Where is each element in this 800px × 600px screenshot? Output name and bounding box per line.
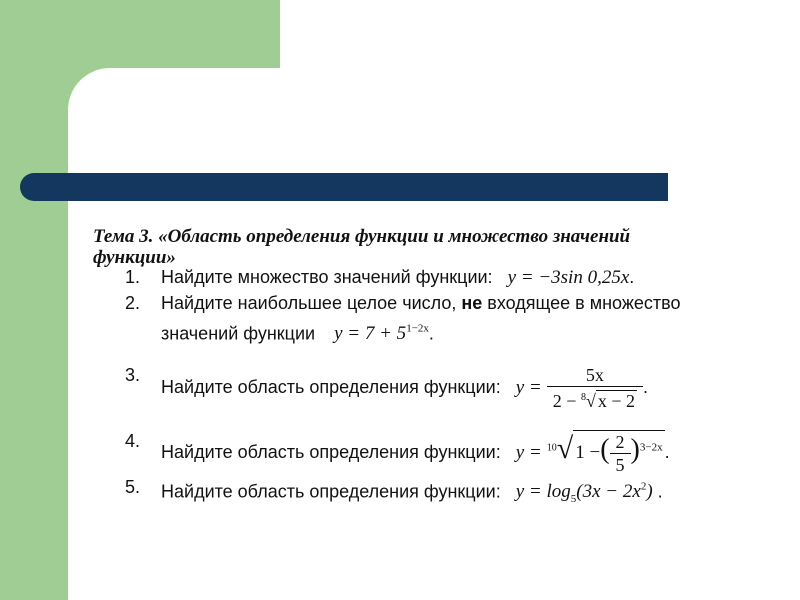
root-expression: $^{10}$√ 1 −( $\frac{2}{5}$ )$^{3-2x}$	[546, 431, 663, 475]
emphasis-word: не	[461, 293, 483, 313]
formula-lhs: y =	[515, 376, 542, 398]
formula: y = −3sin 0,25x	[507, 267, 630, 288]
task-number: 1.	[125, 267, 141, 287]
task-number: 2.	[125, 293, 141, 313]
fraction-denominator: 2 − $^8$√ x − 2	[552, 391, 635, 411]
task-text: Найдите область определения функции:	[161, 376, 501, 397]
task-number: 3.	[125, 365, 141, 385]
topic-title-line2: функции»	[93, 247, 176, 268]
fraction	[547, 364, 643, 412]
title-bar	[20, 173, 668, 201]
fraction-numerator: 5x	[547, 364, 643, 387]
topic-title-line1: Тема 3. «Область определения функции и множество значений	[93, 226, 631, 247]
task-number: 5.	[125, 477, 141, 497]
slide-content	[93, 226, 773, 506]
formula-lhs: y =	[515, 441, 542, 463]
task-text: Найдите наибольшее целое число,	[161, 293, 457, 313]
formula: $y = 7 + 5^{1-2x}$	[334, 323, 429, 345]
period: .	[629, 267, 635, 287]
period: .	[664, 441, 670, 462]
task-text: Найдите область определения функции:	[161, 441, 501, 462]
period: .	[428, 323, 434, 344]
topic-title	[93, 226, 773, 268]
task-text: Найдите множество значений функции:	[161, 267, 493, 287]
task-text: Найдите область определения функции:	[161, 481, 501, 502]
task-text-line2: значений функции	[161, 323, 316, 344]
background-green-strip	[0, 0, 68, 600]
task-number: 4.	[125, 431, 141, 451]
task-text-cont: входящее в множество	[487, 293, 681, 313]
period: .	[657, 481, 663, 502]
period: .	[642, 376, 648, 397]
formula: $y = \log_5(3x - 2x^2)$	[515, 481, 653, 506]
